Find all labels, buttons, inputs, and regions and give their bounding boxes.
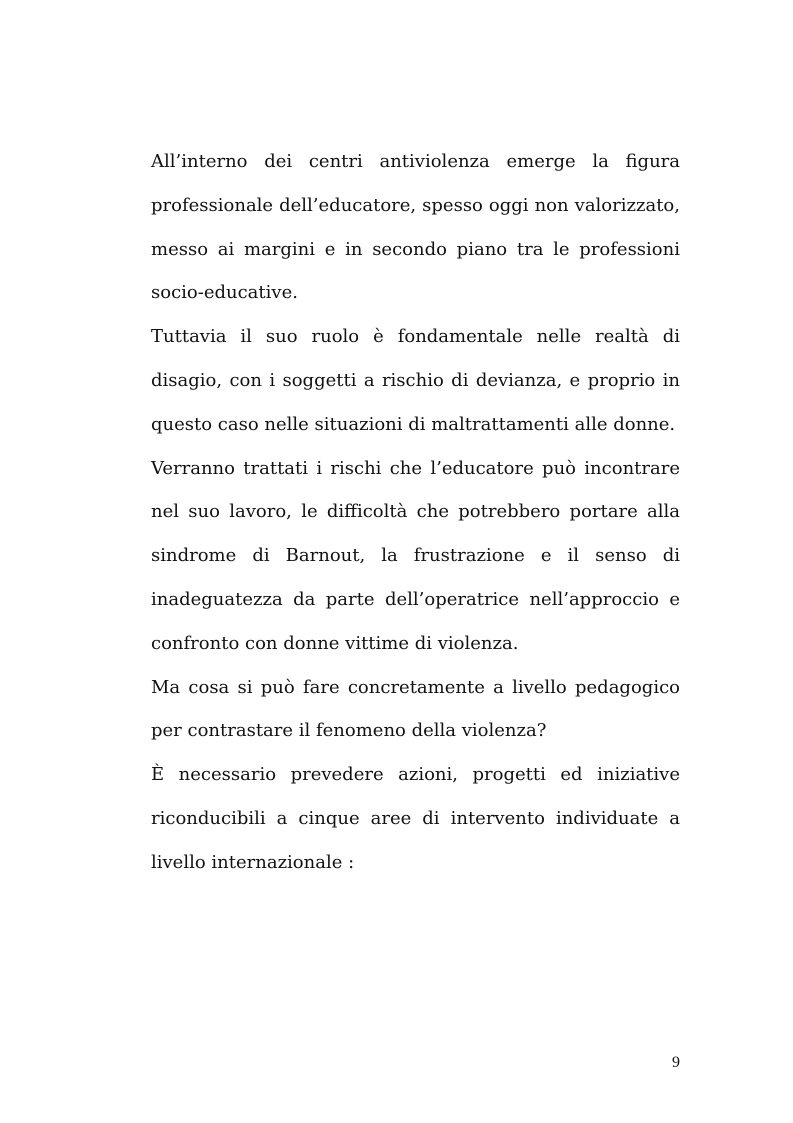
text-line: Ma cosa si può fare concretamente a livello pedagogico [151,676,680,698]
text-line: riconducibili a cinque aree di intervento individuate a [151,807,680,829]
text-line: confronto con donne vittime di violenza. [151,632,519,654]
text-line: Verranno trattati i rischi che l’educatore può incontrare [151,457,680,479]
text-line: sindrome di Barnout, la frustrazione e il senso di [151,545,680,567]
text-line: All’interno dei centri antiviolenza emerge la figura [151,151,680,172]
page-body [151,145,680,890]
text-line: questo caso nelle situazioni di maltrattamenti alle donne. [151,413,676,435]
text-line: messo ai margini e in secondo piano tra le professioni [151,238,680,260]
text-line: professionale dell’educatore, spesso oggi non valorizzato, [151,194,680,216]
page-number: 9 [672,1054,680,1071]
text-line: disagio, con i soggetti a rischio di devianza, e proprio in [151,369,680,391]
text-line: È necessario prevedere azioni, progetti ed iniziative [151,764,680,786]
text-line: inadeguatezza da parte dell’operatrice nell’approccio e [151,588,680,610]
text-line: per contrastare il fenomeno della violenza? [151,720,547,742]
text-line: Tuttavia il suo ruolo è fondamentale nelle realtà di [151,326,680,348]
text-line: socio-educative. [151,282,298,304]
text-line: nel suo lavoro, le difficoltà che potrebbero portare alla [151,501,680,523]
text-line: livello internazionale : [151,851,355,873]
